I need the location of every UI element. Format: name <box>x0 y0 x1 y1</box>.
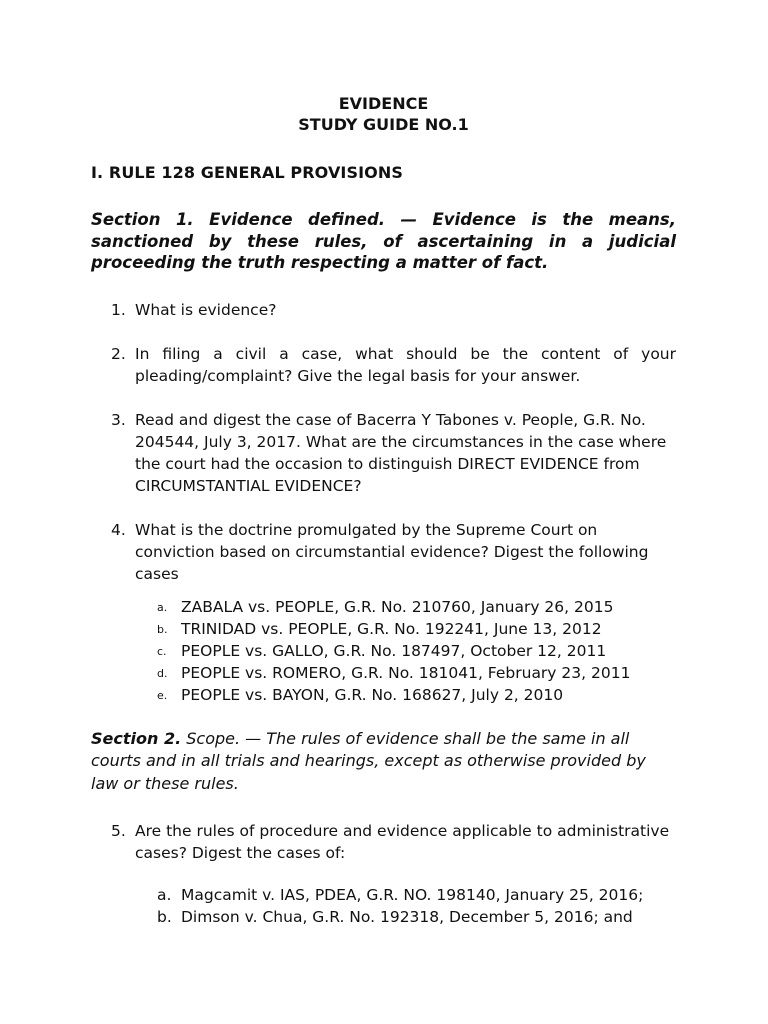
title-line-1: EVIDENCE <box>338 94 429 113</box>
case-list-q4 <box>91 596 676 706</box>
case-item <box>91 618 676 640</box>
question-text: Are the rules of procedure and evidence applicable to administrative cases? Digest the cases of: <box>135 822 670 862</box>
question-item <box>91 820 676 864</box>
case-item <box>91 596 676 618</box>
case-letter: b. <box>157 622 168 636</box>
case-text: ZABALA vs. PEOPLE, G.R. No. 210760, January 26, 2015 <box>181 597 614 616</box>
case-text: Magcamit v. IAS, PDEA, G.R. NO. 198140, January 25, 2016; <box>181 886 644 904</box>
document-page <box>91 93 676 928</box>
question-item <box>91 519 676 585</box>
section-1-text: Section 1. Evidence defined. — Evidence is the means, sanctioned by these rules, of ascertaining in a judicial proceeding the truth respecting a matter of fact. <box>91 210 676 272</box>
question-list-2 <box>91 820 676 864</box>
section-2-lead: Section 2. <box>91 728 182 748</box>
question-text: In filing a civil a case, what should be the content of your pleading/complaint? Give the legal basis for your answer. <box>135 344 676 385</box>
question-number: 1. <box>111 300 126 319</box>
question-number: 2. <box>111 344 126 363</box>
question-item <box>91 409 676 497</box>
case-item <box>91 684 676 706</box>
question-item <box>91 299 676 321</box>
case-text: Dimson v. Chua, G.R. No. 192318, December 5, 2016; and <box>181 908 633 926</box>
section-2-body: Scope. — The rules of evidence shall be the same in all courts and in all trials and hearings, except as otherwise provided by law or these rules. <box>91 728 646 793</box>
case-text: PEOPLE vs. BAYON, G.R. No. 168627, July 2, 2010 <box>181 685 564 704</box>
question-number: 4. <box>111 520 126 539</box>
case-item <box>91 884 676 906</box>
case-letter: d. <box>157 666 168 680</box>
case-item <box>91 906 676 928</box>
case-letter: a. <box>157 886 172 904</box>
section-2-text <box>91 728 676 796</box>
case-letter: c. <box>157 644 167 658</box>
case-letter: a. <box>157 600 168 614</box>
case-item <box>91 662 676 684</box>
question-text: What is evidence? <box>135 300 277 319</box>
question-number: 5. <box>111 822 126 840</box>
case-letter: b. <box>157 908 172 926</box>
document-title <box>91 93 676 135</box>
title-line-2: STUDY GUIDE NO.1 <box>298 115 469 134</box>
case-text: PEOPLE vs. ROMERO, G.R. No. 181041, February 23, 2011 <box>181 663 631 682</box>
question-number: 3. <box>111 410 126 429</box>
case-letter: e. <box>157 688 168 702</box>
question-list <box>91 299 676 585</box>
question-text: Read and digest the case of Bacerra Y Tabones v. People, G.R. No. 204544, July 3, 2017. What are the circumstances in the case where the court had the occasion to distinguish DIRECT EVIDENCE from CIRCUMSTANTIAL EVIDENCE? <box>135 410 667 495</box>
case-list-q5 <box>91 884 676 928</box>
case-item <box>91 640 676 662</box>
rule-heading: I. RULE 128 GENERAL PROVISIONS <box>91 163 403 182</box>
case-text: TRINIDAD vs. PEOPLE, G.R. No. 192241, June 13, 2012 <box>181 619 602 638</box>
question-text: What is the doctrine promulgated by the Supreme Court on conviction based on circumstantial evidence? Digest the following cases <box>135 520 649 583</box>
case-text: PEOPLE vs. GALLO, G.R. No. 187497, October 12, 2011 <box>181 641 607 660</box>
question-item <box>91 343 676 387</box>
